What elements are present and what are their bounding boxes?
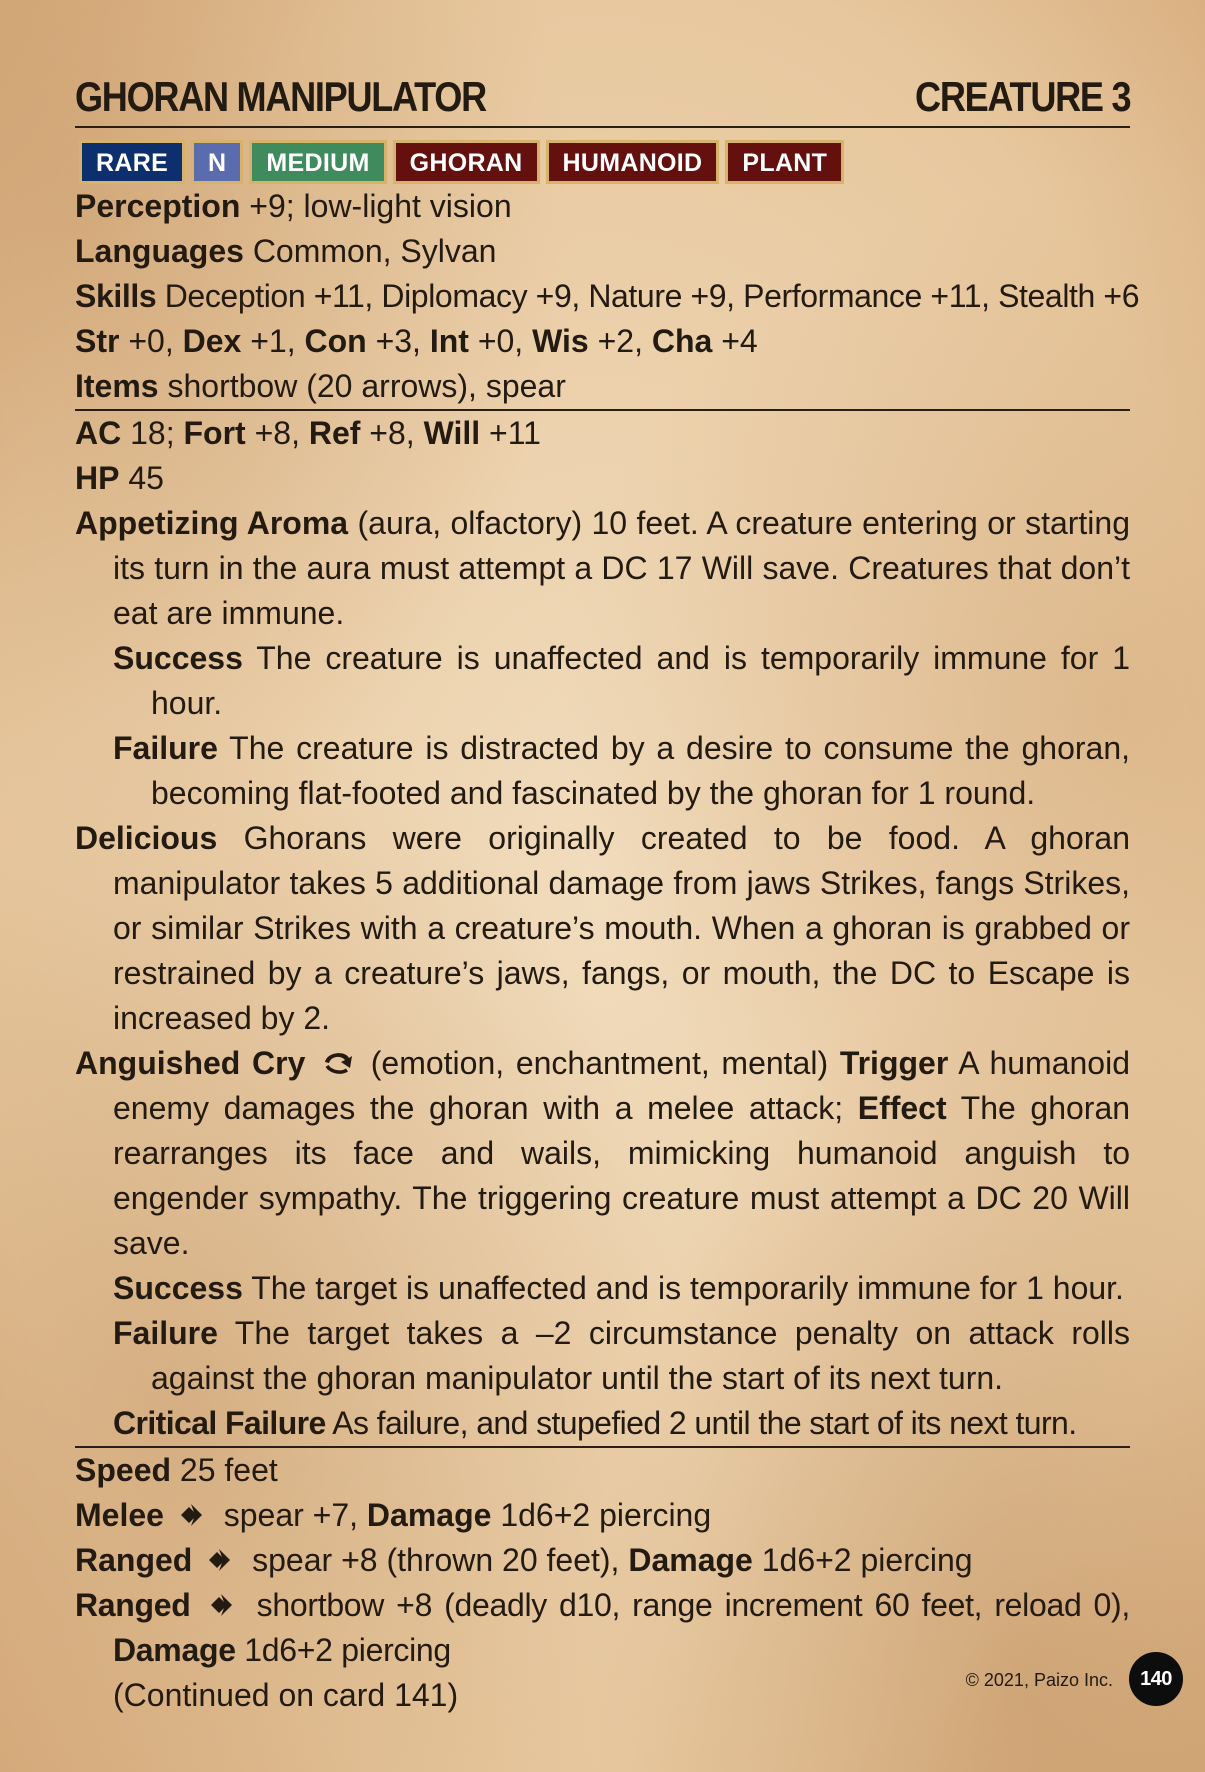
fort-label: Fort bbox=[183, 415, 246, 451]
trait-alignment: N bbox=[191, 140, 243, 184]
trait-ghoran: GHORAN bbox=[393, 140, 540, 184]
perception-value: +9; low-light vision bbox=[249, 188, 512, 224]
anguished-cry-ability bbox=[75, 1041, 1130, 1266]
trigger-text: A humanoid enemy damages the ghoran with a melee attack; bbox=[113, 1045, 1131, 1126]
critical-failure-label: Critical Failure bbox=[113, 1405, 326, 1441]
defense-line bbox=[75, 411, 1130, 456]
cha-label: Cha bbox=[651, 323, 713, 359]
con-label: Con bbox=[304, 323, 367, 359]
skills-value: Deception +11, Diplomacy +9, Nature +9, Performance +11, Stealth +6 bbox=[164, 278, 1140, 314]
will-label: Will bbox=[423, 415, 481, 451]
failure-text: The creature is distracted by a desire to consume the ghoran, becoming flat-footed and fascinated by the ghoran for 1 round. bbox=[151, 730, 1131, 811]
speed-label: Speed bbox=[75, 1452, 172, 1488]
con-value: +3, bbox=[375, 323, 421, 359]
attack-label: Ranged bbox=[75, 1587, 191, 1623]
reaction-icon bbox=[321, 1048, 355, 1078]
fort-value: +8, bbox=[254, 415, 300, 451]
languages-value: Common, Sylvan bbox=[252, 233, 497, 269]
perception-label: Perception bbox=[75, 188, 241, 224]
speed-value: 25 feet bbox=[179, 1452, 278, 1488]
appetizing-aroma-ability bbox=[75, 501, 1130, 636]
ability-traits: (emotion, enchantment, mental) bbox=[370, 1045, 829, 1081]
success-label: Success bbox=[113, 1270, 243, 1306]
failure-text: The target takes a –2 circumstance penalty on attack rolls against the ghoran manipulator until the start of its next turn. bbox=[151, 1315, 1131, 1396]
speed-line bbox=[75, 1448, 1130, 1493]
card-number-badge: 140 bbox=[1129, 1652, 1183, 1706]
ranged-spear-line bbox=[75, 1538, 1130, 1583]
continued-text: (Continued on card 141) bbox=[113, 1677, 459, 1713]
single-action-icon bbox=[207, 1590, 241, 1620]
creature-name: GHORAN MANIPULATOR bbox=[75, 73, 486, 120]
aroma-failure bbox=[75, 726, 1130, 816]
trait-size: MEDIUM bbox=[249, 140, 386, 184]
int-value: +0, bbox=[477, 323, 524, 359]
will-value: +11 bbox=[489, 415, 541, 451]
attributes-line bbox=[75, 319, 1130, 364]
perception-line bbox=[75, 184, 1130, 229]
cha-value: +4 bbox=[721, 323, 758, 359]
cry-critical-failure bbox=[75, 1401, 1130, 1446]
trigger-label: Trigger bbox=[839, 1045, 949, 1081]
languages-line bbox=[75, 229, 1130, 274]
single-action-icon bbox=[205, 1545, 239, 1575]
success-text: The creature is unaffected and is temporarily immune for 1 hour. bbox=[151, 640, 1131, 721]
hp-value: 45 bbox=[128, 460, 164, 496]
damage-label: Damage bbox=[113, 1632, 236, 1668]
items-line bbox=[75, 364, 1130, 409]
ability-name: Delicious bbox=[75, 820, 218, 856]
creature-level: CREATURE 3 bbox=[914, 73, 1130, 120]
skills-label: Skills bbox=[75, 278, 157, 314]
aroma-success bbox=[75, 636, 1130, 726]
attack-text: shortbow +8 (deadly d10, range increment 60 feet, reload 0), bbox=[256, 1587, 1130, 1623]
cry-success bbox=[75, 1266, 1130, 1311]
attack-label: Ranged bbox=[75, 1542, 193, 1578]
title-row bbox=[75, 66, 1130, 128]
languages-label: Languages bbox=[75, 233, 244, 269]
trait-rare: RARE bbox=[79, 140, 185, 184]
str-value: +0, bbox=[128, 323, 174, 359]
attack-label: Melee bbox=[75, 1497, 164, 1533]
stat-lines bbox=[75, 184, 1140, 1718]
ref-label: Ref bbox=[308, 415, 361, 451]
dex-label: Dex bbox=[182, 323, 242, 359]
effect-text: The ghoran rearranges its face and wails, mimicking humanoid anguish to engender sympathy. The triggering creature must attempt a DC 20 Will save. bbox=[113, 1090, 1131, 1261]
trait-humanoid: HUMANOID bbox=[546, 140, 720, 184]
trait-plant: PLANT bbox=[725, 140, 844, 184]
card-footer bbox=[75, 1652, 1205, 1712]
failure-label: Failure bbox=[113, 730, 218, 766]
ref-value: +8, bbox=[369, 415, 415, 451]
damage-label: Damage bbox=[366, 1497, 492, 1533]
hp-line bbox=[75, 456, 1130, 501]
ac-value: 18; bbox=[130, 415, 175, 451]
damage-text: 1d6+2 piercing bbox=[761, 1542, 973, 1578]
damage-label: Damage bbox=[628, 1542, 753, 1578]
attack-text: spear +8 (thrown 20 feet), bbox=[252, 1542, 620, 1578]
delicious-ability bbox=[75, 816, 1130, 1041]
stat-block-card bbox=[75, 66, 1140, 1718]
hp-label: HP bbox=[75, 460, 120, 496]
items-value: shortbow (20 arrows), spear bbox=[167, 368, 566, 404]
single-action-icon bbox=[177, 1500, 211, 1530]
dex-value: +1, bbox=[250, 323, 296, 359]
copyright: © 2021, Paizo Inc. bbox=[965, 1670, 1113, 1690]
ac-label: AC bbox=[75, 415, 122, 451]
melee-spear-line bbox=[75, 1493, 1130, 1538]
effect-label: Effect bbox=[857, 1090, 947, 1126]
damage-text: 1d6+2 piercing bbox=[244, 1632, 451, 1668]
trait-list bbox=[79, 140, 1130, 184]
success-label: Success bbox=[113, 640, 243, 676]
ability-name: Anguished Cry bbox=[75, 1045, 306, 1081]
success-text: The target is unaffected and is temporarily immune for 1 hour. bbox=[251, 1270, 1124, 1306]
skills-line bbox=[75, 274, 1140, 319]
wis-label: Wis bbox=[532, 323, 589, 359]
cry-failure bbox=[75, 1311, 1130, 1401]
str-label: Str bbox=[75, 323, 120, 359]
attack-text: spear +7, bbox=[223, 1497, 359, 1533]
critical-failure-text: As failure, and stupefied 2 until the start of its next turn. bbox=[332, 1405, 1077, 1441]
int-label: Int bbox=[429, 323, 469, 359]
damage-text: 1d6+2 piercing bbox=[500, 1497, 712, 1533]
failure-label: Failure bbox=[113, 1315, 218, 1351]
ability-name: Appetizing Aroma bbox=[75, 505, 349, 541]
ability-text: (aura, olfactory) 10 feet. A creature entering or starting its turn in the aura must attempt a DC 17 Will save. Creatures that don’t eat are immune. bbox=[113, 505, 1131, 631]
wis-value: +2, bbox=[597, 323, 643, 359]
items-label: Items bbox=[75, 368, 159, 404]
ability-text: Ghorans were originally created to be food. A ghoran manipulator takes 5 additional damage from jaws Strikes, fangs Strikes, or similar Strikes with a creature’s mouth. When a ghoran is grabbed or restrained by a creature’s jaws, fangs, or mouth, the DC to Escape is increased by 2. bbox=[113, 820, 1131, 1036]
